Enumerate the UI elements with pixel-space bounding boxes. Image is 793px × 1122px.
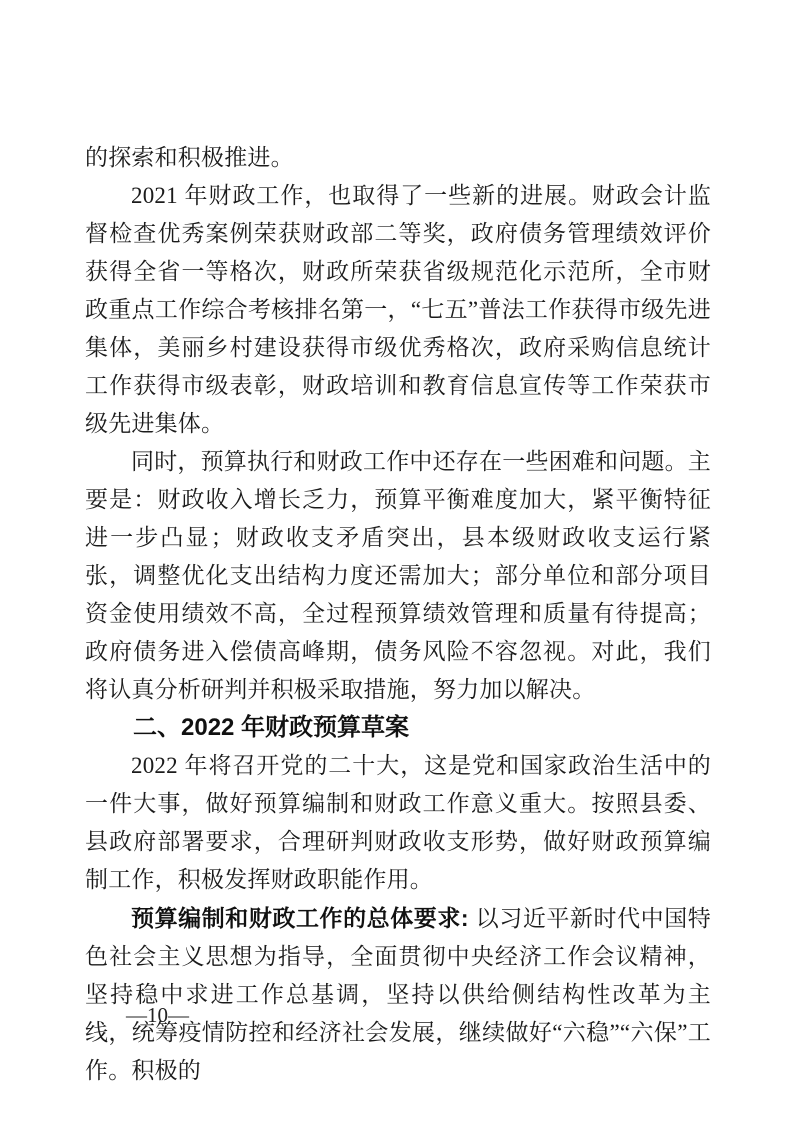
paragraph-continuation: 的探索和积极推进。 xyxy=(85,145,294,170)
paragraph-2021-achievements: 2021 年财政工作，也取得了一些新的进展。财政会计监督检查优秀案例荣获财政部二等奖，政府债务管理绩效评价获得全省一等格次，财政所荣获省级规范化示范所，全市财政重点工作综合考核排名第一，“七五”普法工作获得市级先进集体，美丽乡村建设获得市级优秀格次，政府采购信息统计工作获得市级表彰，财政培训和教育信息宣传等工作荣获市级先进集体。 xyxy=(85,183,711,436)
section-heading-2022-budget-draft: 二、2022 年财政预算草案 xyxy=(133,714,410,741)
paragraph-overall-requirements xyxy=(85,899,711,1090)
paragraph-rest: 以习近平新时代中国特色社会主义思想为指导，全面贯彻中央经济工作会议精神，坚持稳中求进工作总基调，坚持以供给侧结构性改革为主线，统筹疫情防控和经济社会发展，继续做好“六稳”“六保”工作。积极的 xyxy=(85,906,712,1083)
paragraph-lead-bold: 预算编制和财政工作的总体要求: xyxy=(131,905,476,931)
paragraph-2022-intro: 2022 年将召开党的二十大，这是党和国家政治生活中的一件大事，做好预算编制和财政工作意义重大。按照县委、县政府部署要求，合理研判财政收支形势，做好财政预算编制工作，积极发挥财政职能作用。 xyxy=(85,753,711,892)
page-content xyxy=(85,139,711,1090)
page-number: —10— xyxy=(126,1003,189,1027)
paragraph-problems: 同时，预算执行和财政工作中还存在一些困难和问题。主要是：财政收入增长乏力，预算平衡难度加大，紧平衡特征进一步凸显；财政收支矛盾突出，县本级财政收支运行紧张，调整优化支出结构力度还需加大；部分单位和部分项目资金使用绩效不高，全过程预算绩效管理和质量有待提高；政府债务进入偿债高峰期，债务风险不容忽视。对此，我们将认真分析研判并积极采取措施，努力加以解决。 xyxy=(85,449,711,702)
